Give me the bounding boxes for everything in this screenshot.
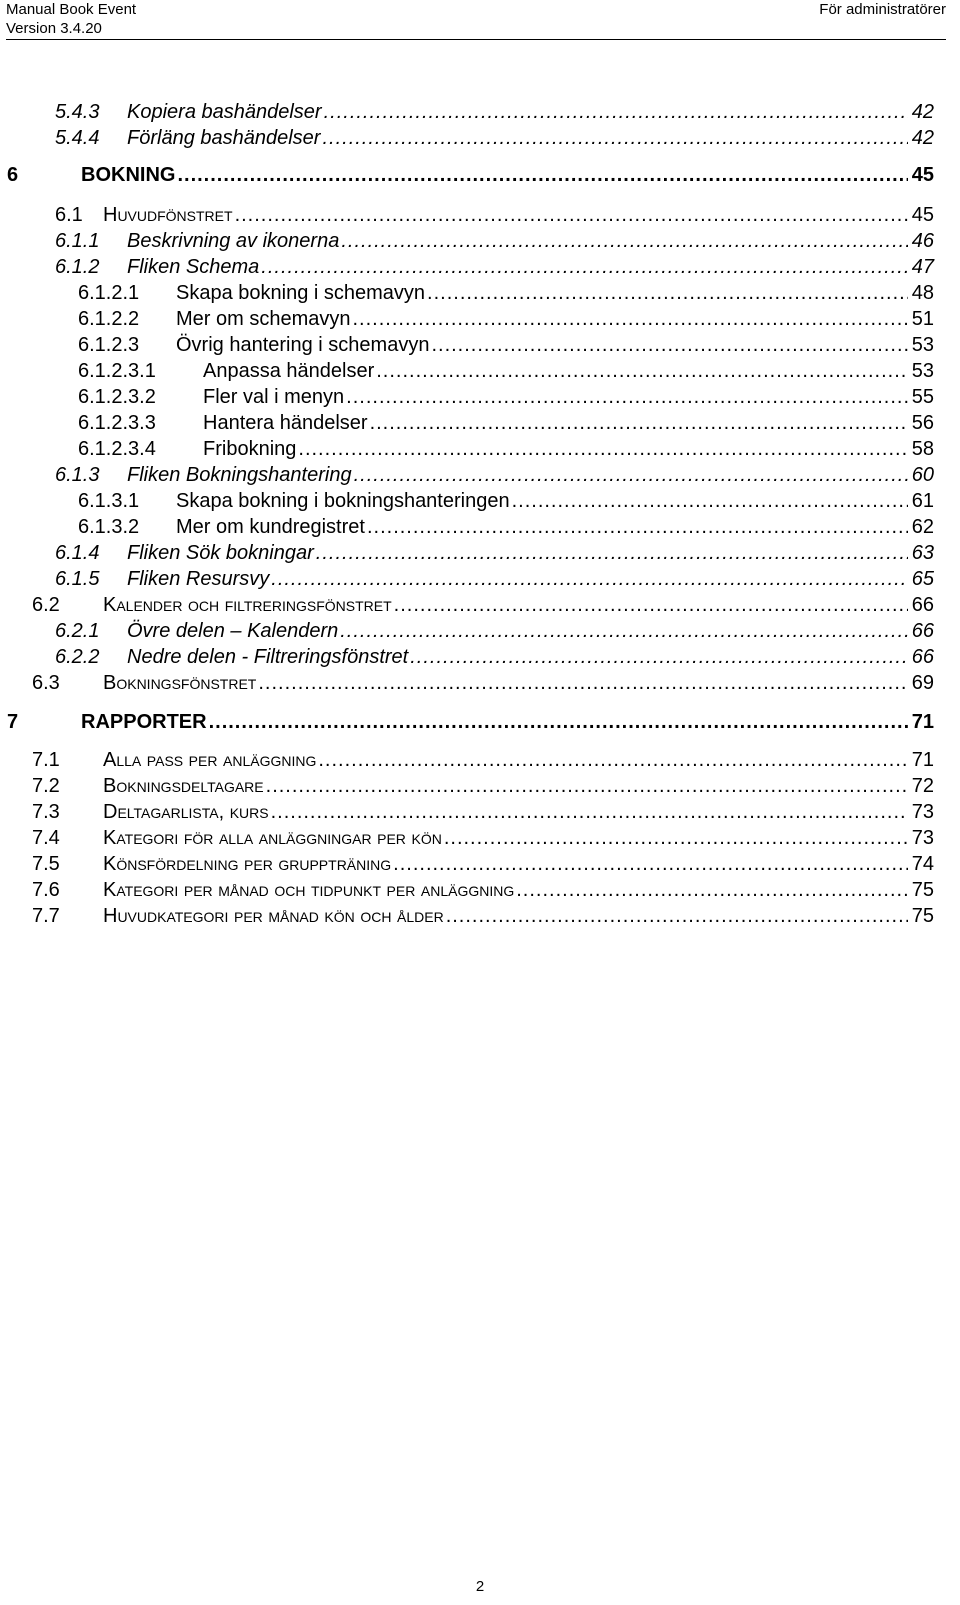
toc-entry-title: Anpassa händelser	[203, 360, 375, 382]
toc-entry-title: Mer om schemavyn	[176, 308, 351, 330]
toc-dot-leader	[346, 385, 908, 409]
toc-entry-page: 66	[911, 646, 934, 668]
toc-dot-leader	[410, 645, 908, 669]
toc-entry-number: 6.1.2.3.2	[78, 386, 156, 408]
toc-entry-page: 53	[911, 334, 934, 356]
toc-entry-title: Alla pass per anläggning	[103, 749, 317, 771]
toc-dot-leader	[354, 463, 908, 487]
toc-entry-number: 6.1.5	[55, 568, 100, 590]
toc-entry-title: Fliken Resursvy	[127, 568, 270, 590]
toc-entry-page: 73	[911, 827, 934, 849]
toc-dot-leader	[393, 852, 908, 876]
toc-entry-page: 56	[911, 412, 934, 434]
toc-entry[interactable]	[32, 824, 934, 850]
toc-entry-page: 72	[911, 775, 934, 797]
toc-entry-page: 53	[911, 360, 934, 382]
toc-dot-leader	[258, 671, 907, 695]
toc-entry-number: 6.2	[32, 594, 60, 616]
toc-entry[interactable]	[55, 98, 934, 124]
toc-entry-page: 75	[911, 879, 934, 901]
toc-entry-page: 66	[911, 594, 934, 616]
toc-entry-number: 6.1.3.1	[78, 490, 140, 512]
toc-entry-number: 5.4.4	[55, 127, 100, 149]
toc-dot-leader	[340, 619, 908, 643]
toc-dot-leader	[298, 437, 907, 461]
toc-dot-leader	[353, 307, 908, 331]
toc-entry-page: 61	[911, 490, 934, 512]
toc-entry[interactable]	[78, 487, 934, 513]
toc-entry[interactable]	[32, 669, 934, 695]
toc-entry-title: Skapa bokning i schemavyn	[176, 282, 426, 304]
toc-dot-leader	[266, 774, 908, 798]
audience-label: För administratörer	[819, 1, 946, 18]
toc-entry[interactable]	[7, 161, 934, 187]
toc-dot-leader	[177, 163, 907, 187]
toc-entry-page: 62	[911, 516, 934, 538]
toc-entry-title: Nedre delen - Filtreringsfönstret	[127, 646, 409, 668]
toc-dot-leader	[341, 229, 907, 253]
toc-dot-leader	[370, 411, 908, 435]
toc-entry-page: 60	[911, 464, 934, 486]
toc-entry[interactable]	[78, 383, 934, 409]
toc-entry[interactable]	[78, 435, 934, 461]
toc-dot-leader	[446, 904, 908, 928]
toc-entry-page: 66	[911, 620, 934, 642]
toc-entry[interactable]	[78, 279, 934, 305]
toc-entry-number: 6.1.1	[55, 230, 100, 252]
toc-dot-leader	[367, 515, 908, 539]
toc-entry-number: 6.1.2	[55, 256, 100, 278]
toc-entry-number: 7.2	[32, 775, 60, 797]
toc-entry-title: Kopiera bashändelser	[127, 101, 322, 123]
toc-entry-page: 74	[911, 853, 934, 875]
document-title: Manual Book Event	[6, 1, 137, 18]
toc-entry-number: 6.1.2.2	[78, 308, 140, 330]
toc-entry-title: Huvudkategori per månad kön och ålder	[103, 905, 444, 927]
toc-entry-number: 6.1.2.1	[78, 282, 140, 304]
toc-entry[interactable]	[55, 643, 934, 669]
toc-entry-number: 6.3	[32, 672, 60, 694]
toc-entry-title: Förläng bashändelser	[127, 127, 321, 149]
toc-entry[interactable]	[55, 227, 934, 253]
toc-entry-number: 7.7	[32, 905, 60, 927]
toc-dot-leader	[316, 541, 908, 565]
toc-entry[interactable]	[55, 539, 934, 565]
toc-entry-title: Skapa bokning i bokningshanteringen	[176, 490, 510, 512]
toc-dot-leader	[324, 100, 908, 124]
toc-dot-leader	[516, 878, 908, 902]
toc-entry-page: 65	[911, 568, 934, 590]
toc-entry-number: 5.4.3	[55, 101, 100, 123]
toc-entry-title: Bokningsfönstret	[103, 672, 257, 694]
toc-entry-number: 6.1.3	[55, 464, 100, 486]
toc-entry[interactable]	[32, 876, 934, 902]
toc-dot-leader	[235, 203, 908, 227]
toc-entry-page: 48	[911, 282, 934, 304]
toc-entry-page: 46	[911, 230, 934, 252]
toc-entry-number: 7.1	[32, 749, 60, 771]
toc-entry[interactable]	[32, 902, 934, 928]
toc-entry-title: Övre delen – Kalendern	[127, 620, 339, 642]
toc-entry[interactable]	[78, 305, 934, 331]
toc-entry-number: 7.5	[32, 853, 60, 875]
toc-entry[interactable]	[32, 746, 934, 772]
toc-entry-number: 6.1.2.3	[78, 334, 140, 356]
toc-entry-number: 6	[7, 164, 19, 186]
toc-entry-title: Hantera händelser	[203, 412, 368, 434]
toc-entry[interactable]	[78, 513, 934, 539]
toc-entry[interactable]	[32, 772, 934, 798]
toc-entry-title: Fliken Schema	[127, 256, 260, 278]
toc-entry-title: Könsfördelning per gruppträning	[103, 853, 392, 875]
toc-dot-leader	[322, 126, 907, 150]
toc-dot-leader	[444, 826, 908, 850]
toc-entry-number: 6.2.2	[55, 646, 100, 668]
toc-entry-page: 47	[911, 256, 934, 278]
toc-entry-title: Kategori per månad och tidpunkt per anläggning	[103, 879, 515, 901]
toc-entry-number: 6.1.2.3.3	[78, 412, 156, 434]
toc-entry[interactable]	[55, 461, 934, 487]
toc-entry-title: Kalender och filtreringsfönstret	[103, 594, 392, 616]
toc-entry-page: 71	[911, 711, 934, 733]
toc-entry-title: Beskrivning av ikonerna	[127, 230, 340, 252]
toc-entry-page: 42	[911, 101, 934, 123]
toc-entry-title: Fliken Bokningshantering	[127, 464, 352, 486]
toc-dot-leader	[427, 281, 908, 305]
toc-entry[interactable]	[78, 331, 934, 357]
toc-entry-page: 45	[911, 164, 934, 186]
toc-entry-number: 7.6	[32, 879, 60, 901]
toc-entry-page: 73	[911, 801, 934, 823]
toc-entry[interactable]	[55, 253, 934, 279]
toc-entry[interactable]	[78, 357, 934, 383]
toc-entry-title: Fliken Sök bokningar	[127, 542, 314, 564]
toc-entry-number: 6.1.2.3.4	[78, 438, 156, 460]
toc-dot-leader	[318, 748, 907, 772]
toc-entry[interactable]	[55, 617, 934, 643]
toc-entry-page: 63	[911, 542, 934, 564]
toc-entry-title: Fribokning	[203, 438, 297, 460]
toc-dot-leader	[431, 333, 907, 357]
toc-dot-leader	[271, 567, 907, 591]
toc-entry-title: BOKNING	[81, 164, 176, 186]
toc-entry-title: RAPPORTER	[81, 711, 207, 733]
toc-dot-leader	[376, 359, 908, 383]
toc-entry-number: 6.2.1	[55, 620, 100, 642]
toc-entry-page: 69	[911, 672, 934, 694]
toc-dot-leader	[394, 593, 908, 617]
toc-dot-leader	[261, 255, 907, 279]
toc-entry-title: Övrig hantering i schemavyn	[176, 334, 430, 356]
toc-entry-number: 6.1.2.3.1	[78, 360, 156, 382]
document-version: Version 3.4.20	[6, 20, 102, 37]
toc-entry-number: 7	[7, 711, 19, 733]
toc-dot-leader	[209, 710, 908, 734]
toc-entry-title: Huvudfönstret	[103, 204, 233, 226]
toc-entry-number: 7.4	[32, 827, 60, 849]
toc-entry[interactable]	[55, 201, 934, 227]
toc-entry-page: 58	[911, 438, 934, 460]
toc-entry-page: 42	[911, 127, 934, 149]
toc-entry[interactable]	[32, 850, 934, 876]
toc-entry-number: 6.1	[55, 204, 83, 226]
page-number: 2	[475, 1578, 485, 1595]
toc-entry-page: 45	[911, 204, 934, 226]
toc-entry-number: 6.1.4	[55, 542, 100, 564]
toc-entry[interactable]	[32, 798, 934, 824]
toc-entry-number: 7.3	[32, 801, 60, 823]
toc-entry[interactable]	[55, 124, 934, 150]
toc-entry-page: 71	[911, 749, 934, 771]
toc-entry-page: 51	[911, 308, 934, 330]
toc-dot-leader	[271, 800, 908, 824]
toc-dot-leader	[512, 489, 908, 513]
toc-entry-title: Bokningsdeltagare	[103, 775, 264, 797]
toc-entry-title: Mer om kundregistret	[176, 516, 365, 538]
toc-entry-page: 55	[911, 386, 934, 408]
toc-entry[interactable]	[55, 565, 934, 591]
toc-entry-title: Deltagarlista, kurs	[103, 801, 269, 823]
toc-entry-title: Kategori för alla anläggningar per kön	[103, 827, 442, 849]
toc-entry-number: 6.1.3.2	[78, 516, 140, 538]
toc-entry[interactable]	[78, 409, 934, 435]
toc-entry[interactable]	[32, 591, 934, 617]
toc-entry-title: Fler val i menyn	[203, 386, 345, 408]
toc-entry[interactable]	[7, 708, 934, 734]
toc-entry-page: 75	[911, 905, 934, 927]
